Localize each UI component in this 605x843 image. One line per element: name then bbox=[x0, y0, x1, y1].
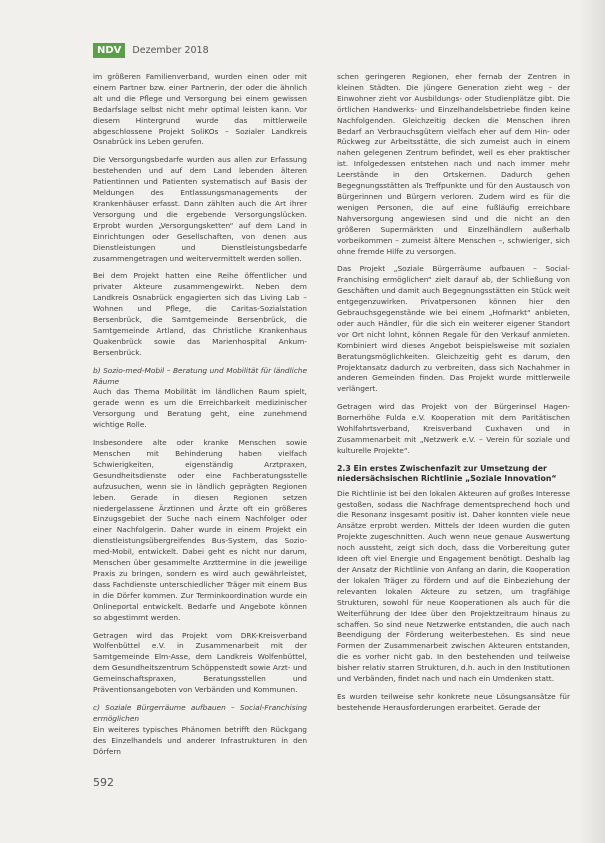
journal-badge: NDV bbox=[93, 43, 125, 58]
paragraph: Getragen wird das Projekt vom DRK-Kreisverband Wolfenbüttel e.V. in Zusammenarbeit mit der Samtgemeinde Elm-Asse, dem Landkreis Wolfenbüttel, dem Gesundheitszentrum Schöppenstedt sowie Arzt- und Gemeinschaftspraxen, Beratungsstellen und Präventionsangeboten von Verbänden und Kommunen. bbox=[93, 630, 307, 695]
paragraph: schen geringeren Regionen, eher fernab der Zentren in kleinen Städten. Die jüngere Generation zieht weg – der Einwohner zieht vor Ausbildungs- oder Studienplätze gibt. Die örtlichen Handwerks- und Einzelhandelsbetriebe finden keine Nachfolgenden. Gleichzeitig decken die Menschen ihren Bedarf an Verbrauchsgütern vielfach eher auf dem Hin- oder Rückweg zur Arbeitsstätte, die sich zumeist auch in einem nahen gelegenen Zentrum befindet, weil es eher praktischer ist. Infolgedessen entstehen nach und nach immer mehr Leerstände in den Ortskernen. Dadurch gehen Begegnungsstätten als Treffpunkte und für den Austausch von Bürgerinnen und Bürgern verloren. Zudem wird es für die wenigen Personen, die auf eine fußläufig erreichbare Nahversorgung angewiesen sind und die nicht an den größeren Supermärkten und Einzelhändlern außerhalb vorbeikommen – zumeist ältere Menschen –, schwieriger, sich ohne fremde Hilfe zu versorgen. bbox=[337, 72, 570, 256]
paragraph: Auch das Thema Mobilität im ländlichen Raum spielt, gerade wenn es um die Erreichbarkeit medizinischer Versorgung und Beratung geht, eine zunehmend wichtige Rolle. bbox=[93, 387, 307, 430]
section-heading: 2.3 Ein erstes Zwischenfazit zur Umsetzung der niedersächsischen Richtlinie „Soziale Innovation“ bbox=[337, 463, 557, 484]
paragraph: Die Versorgungsbedarfe wurden aus allen zur Erfassung bestehenden und auf dem Land lebenden älteren Patientinnen und Patienten systematisch auf Basis der Meldungen des Entlassungsmanagements der Krankenhäuser erfasst. Dann zählten auch die Art ihrer Versorgung und die ergebende Versorgungslücken. Erprobt wurden „Versorgungsketten“ auf dem Land in Einrichtungen oder Gesellschaften, von denen aus Dienstleistungen und Dienstleistungsbedarfe zusammengetragen und weitervermittelt werden sollen. bbox=[93, 155, 307, 263]
page-header bbox=[93, 43, 209, 58]
subsection-title: b) Sozio-med-Mobil – Beratung und Mobilität für ländliche Räume bbox=[93, 365, 307, 386]
paragraph: Insbesondere alte oder kranke Menschen sowie Menschen mit Behinderung haben vielfach Schwierigkeiten, eigenständig Arztpraxen, Gesundheitsdienste oder eine Fachberatungsstelle aufzusuchen, wenn sie in ländlich geprägten Regionen leben. Gerade in diesen Regionen setzen niedergelassene Ärztinnen und Ärzte oft ein größeres Einzugsgebiet der Suche nach einem Nachfolger oder einer Nachfolgerin. Daher wurde in einem Projekt ein dienstleistungsübergreifendes Bus-System, das Sozio-med-Mobil, entwickelt. Dabei geht es nicht nur darum, Menschen über gesammelte Arzttermine in die jeweilige Praxis zu bringen, sondern es wird auch gewährleistet, dass Fachdienste unterschiedlicher Träger mit einem Bus in die Dörfer kommen. Zur Terminkoordination wurde ein Onlineportal entwickelt. Bedarfe und Angebote können so abgestimmt werden. bbox=[93, 438, 307, 622]
paragraph: Bei dem Projekt hatten eine Reihe öffentlicher und privater Akteure zusammengewirkt. Neben dem Landkreis Osnabrück engagierten sich das Living Lab – Wohnen und Pflege, die Caritas-Sozialstation Bersenbrück, die Samtgemeinde Bersenbrück, die Samtgemeinde Artland, das Christliche Krankenhaus Quakenbrück sowie das Marienhospital Ankum-Bersenbrück. bbox=[93, 271, 307, 357]
paragraph: Getragen wird das Projekt von der Bürgerinsel Hagen-Bornerhöhe Fulda e.V. Kooperation mit dem Paritätischen Wohlfahrtsverband, Kreisverband Cuxhaven und in Zusammenarbeit mit „Netzwerk e.V. – Verein für soziale und kulturelle Projekte“. bbox=[337, 402, 570, 455]
issue-date: Dezember 2018 bbox=[132, 45, 209, 56]
right-column bbox=[337, 72, 570, 721]
subsection-title: c) Soziale Bürgerräume aufbauen – Social-Franchising ermöglichen bbox=[93, 702, 307, 723]
paragraph: Ein weiteres typisches Phänomen betrifft den Rückgang des Einzelhandels und anderer Infrastrukturen in den Dörfern bbox=[93, 724, 307, 756]
page-fold-shadow bbox=[579, 0, 605, 843]
paragraph: Es wurden teilweise sehr konkrete neue Lösungsansätze für bestehende Herausforderungen erarbeitet. Gerade der bbox=[337, 691, 570, 712]
paragraph: Das Projekt „Soziale Bürgerräume aufbauen – Social-Franchising ermöglichen“ zielt darauf ab, der Schließung von Geschäften und damit auch Begegnungsstätten ein Stück weit entgegenzuwirken. Privatpersonen können hier den Gebrauchsgegenstände wie bei einem „Hofmarkt“ anbieten, oder auch Händler, für die sich ein weiterer eigener Standort vor Ort nicht lohnt, können Regale für den Verkauf anmieten. Kombiniert wird dieses Angebot beispielsweise mit sozialen Beratungsmöglichkeiten. Gleichzeitig geht es darum, den Projektansatz dadurch zu verbreiten, dass sich Nachahmer in anderen Gemeinden finden. Das Projekt wurde mittlerweile verlängert. bbox=[337, 264, 570, 394]
page-number: 592 bbox=[93, 776, 114, 789]
paragraph: im größeren Familienverband, wurden einen oder mit einem Partner bzw. einer Partnerin, der oder die ähnlich alt und die Pflege und Versorgung bei einem gewissen Bedarfslage selbst nicht mehr optimal leisten kann. Vor diesem Hintergrund wurde das mittlerweile abgeschlossene Projekt SoliKOs – Sozialer Landkreis Osnabrück ins Leben gerufen. bbox=[93, 72, 307, 147]
left-column bbox=[93, 72, 307, 764]
paragraph: Die Richtlinie ist bei den lokalen Akteuren auf großes Interesse gestoßen, sodass die Nachfrage dementsprechend hoch und die Resonanz insgesamt positiv ist. Daher konnten viele neue Ansätze erprobt werden. Mittels der Ideen wurden die guten Projekte zugeschnitten. Auch wenn neue genaue Auswertung noch aussteht, zeigt sich doch, dass die Vorbereitung guter Ideen oft viel Energie und Engagement benötigt. Deshalb lag der Ansatz der Richtlinie von Anfang an darin, die Kooperation der lokalen Träger zu fördern und auf die Einbeziehung der relevanten lokalen Akteure zu setzen, um tragfähige Strukturen, sowohl für neue Kooperationen als auch für die Weiterführung der Idee über den Projektzeitraum hinaus zu schaffen. So sind neue Netzwerke entstanden, die auch nach Beendigung der Förderung weiterbestehen. Es sind neue Formen der Zusammenarbeit zwischen Akteuren entstanden, die es vorher nicht gab. In den bestehenden und teilweise bisher relativ starren Strukturen, d.h. auch in den Institutionen und Verbänden, findet nach und nach ein Umdenken statt. bbox=[337, 488, 570, 684]
